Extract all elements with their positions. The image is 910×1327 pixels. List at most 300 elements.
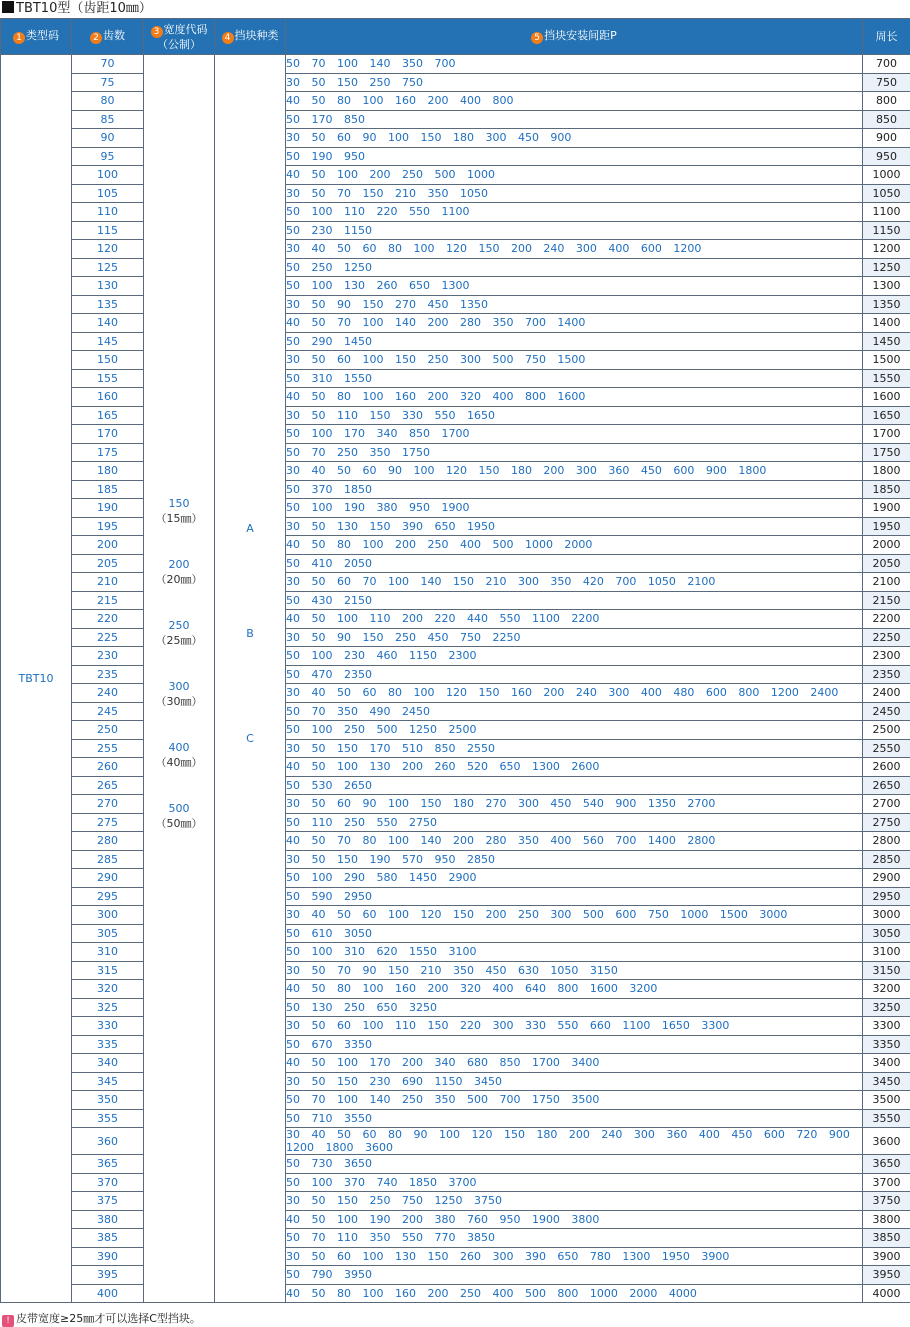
- pitch-cell: 50 610 3050: [286, 924, 863, 943]
- table-title: [2, 0, 152, 17]
- teeth-cell: 205: [72, 554, 144, 573]
- pitch-cell: 50 790 3950: [286, 1266, 863, 1285]
- teeth-cell: 355: [72, 1109, 144, 1128]
- table-row: [1, 499, 910, 518]
- perimeter-cell: 2450: [863, 702, 910, 721]
- teeth-cell: 330: [72, 1017, 144, 1036]
- table-row: [1, 147, 910, 166]
- table-row: [1, 314, 910, 333]
- pitch-cell: 50 100 190 380 950 1900: [286, 499, 863, 518]
- teeth-cell: 135: [72, 295, 144, 314]
- table-row: [1, 924, 910, 943]
- pitch-cell: 50 710 3550: [286, 1109, 863, 1128]
- table-row: [1, 166, 910, 185]
- pitch-cell: 30 50 70 90 150 210 350 450 630 1050 3150: [286, 961, 863, 980]
- perimeter-cell: 2350: [863, 665, 910, 684]
- teeth-cell: 385: [72, 1229, 144, 1248]
- table-row: [1, 1128, 910, 1155]
- perimeter-cell: 2100: [863, 573, 910, 592]
- table-row: [1, 610, 910, 629]
- pitch-cell: 30 50 60 100 150 250 300 500 750 1500: [286, 351, 863, 370]
- pitch-cell: 40 50 100 200 250 500 1000: [286, 166, 863, 185]
- perimeter-cell: 3700: [863, 1173, 910, 1192]
- pitch-cell: 30 50 150 250 750 1250 3750: [286, 1192, 863, 1211]
- teeth-cell: 95: [72, 147, 144, 166]
- perimeter-cell: 3100: [863, 943, 910, 962]
- perimeter-cell: 3250: [863, 998, 910, 1017]
- table-row: [1, 1017, 910, 1036]
- pitch-cell: 30 40 50 60 100 120 150 200 250 300 500 600 750 1000 1500 3000: [286, 906, 863, 925]
- perimeter-cell: 3200: [863, 980, 910, 999]
- table-row: [1, 425, 910, 444]
- pitch-cell: 50 250 1250: [286, 258, 863, 277]
- pitch-cell: 30 50 60 100 130 150 260 300 390 650 780 1300 1950 3900: [286, 1247, 863, 1266]
- pitch-cell: 50 110 250 550 2750: [286, 813, 863, 832]
- title-text: TBT10型（齿距10㎜）: [16, 1, 152, 16]
- table-row: [1, 943, 910, 962]
- width-code: [144, 496, 214, 557]
- width-code-value: 250: [168, 618, 190, 632]
- table-row: [1, 1091, 910, 1110]
- teeth-cell: 285: [72, 850, 144, 869]
- perimeter-cell: 3150: [863, 961, 910, 980]
- teeth-cell: 250: [72, 721, 144, 740]
- teeth-cell: 120: [72, 240, 144, 259]
- table-row: [1, 776, 910, 795]
- perimeter-cell: 2400: [863, 684, 910, 703]
- teeth-cell: 90: [72, 129, 144, 148]
- header-type-label: 类型码: [26, 29, 59, 42]
- table-row: [1, 1192, 910, 1211]
- table-row: [1, 721, 910, 740]
- pitch-cell: 30 40 50 60 90 100 120 150 180 200 300 360 450 600 900 1800: [286, 462, 863, 481]
- pitch-cell: 30 50 150 230 690 1150 3450: [286, 1072, 863, 1091]
- teeth-cell: 150: [72, 351, 144, 370]
- pitch-cell: 40 50 80 100 160 200 320 400 640 800 1600 3200: [286, 980, 863, 999]
- table-row: [1, 1266, 910, 1285]
- teeth-cell: 275: [72, 813, 144, 832]
- perimeter-cell: 1400: [863, 314, 910, 333]
- header-teeth: [72, 19, 144, 55]
- teeth-cell: 380: [72, 1210, 144, 1229]
- pitch-cell: 50 100 230 460 1150 2300: [286, 647, 863, 666]
- pitch-cell: 30 50 150 190 570 950 2850: [286, 850, 863, 869]
- perimeter-cell: 3950: [863, 1266, 910, 1285]
- teeth-cell: 110: [72, 203, 144, 222]
- teeth-cell: 195: [72, 517, 144, 536]
- perimeter-cell: 3000: [863, 906, 910, 925]
- table-row: [1, 980, 910, 999]
- pitch-cell: 40 50 70 100 140 200 280 350 700 1400: [286, 314, 863, 333]
- teeth-cell: 190: [72, 499, 144, 518]
- teeth-cell: 280: [72, 832, 144, 851]
- perimeter-cell: 3050: [863, 924, 910, 943]
- table-row: [1, 462, 910, 481]
- teeth-cell: 315: [72, 961, 144, 980]
- step-4-icon: 4: [222, 32, 234, 44]
- teeth-cell: 335: [72, 1035, 144, 1054]
- perimeter-cell: 2800: [863, 832, 910, 851]
- perimeter-cell: 1800: [863, 462, 910, 481]
- table-row: [1, 1247, 910, 1266]
- pitch-cell: 40 50 80 100 160 200 320 400 800 1600: [286, 388, 863, 407]
- width-code-mm: （20㎜）: [155, 572, 203, 586]
- perimeter-cell: 750: [863, 73, 910, 92]
- step-2-icon: 2: [90, 32, 102, 44]
- width-code-value: 400: [168, 740, 190, 754]
- teeth-cell: 290: [72, 869, 144, 888]
- teeth-cell: 115: [72, 221, 144, 240]
- pitch-cell: 40 50 100 190 200 380 760 950 1900 3800: [286, 1210, 863, 1229]
- pitch-cell: 30 50 90 150 250 450 750 2250: [286, 628, 863, 647]
- teeth-cell: 255: [72, 739, 144, 758]
- table-row: [1, 813, 910, 832]
- pitch-cell: 50 170 850: [286, 110, 863, 129]
- table-row: [1, 554, 910, 573]
- perimeter-cell: 1200: [863, 240, 910, 259]
- block-type: A: [246, 522, 254, 535]
- teeth-cell: 235: [72, 665, 144, 684]
- step-1-icon: 1: [13, 32, 25, 44]
- table-row: [1, 1035, 910, 1054]
- teeth-cell: 210: [72, 573, 144, 592]
- table-row: [1, 573, 910, 592]
- pitch-cell: 50 670 3350: [286, 1035, 863, 1054]
- pitch-cell: 50 530 2650: [286, 776, 863, 795]
- width-code: [144, 679, 214, 740]
- perimeter-cell: 1300: [863, 277, 910, 296]
- table-row: [1, 184, 910, 203]
- perimeter-cell: 2750: [863, 813, 910, 832]
- table-row: [1, 332, 910, 351]
- perimeter-cell: 2650: [863, 776, 910, 795]
- teeth-cell: 370: [72, 1173, 144, 1192]
- perimeter-cell: 2000: [863, 536, 910, 555]
- table-row: [1, 351, 910, 370]
- table-row: [1, 536, 910, 555]
- pitch-cell: 50 430 2150: [286, 591, 863, 610]
- width-code: [144, 557, 214, 618]
- pitch-cell: 30 40 50 60 80 100 120 150 160 200 240 300 400 480 600 800 1200 2400: [286, 684, 863, 703]
- perimeter-cell: 3550: [863, 1109, 910, 1128]
- table-row: [1, 443, 910, 462]
- perimeter-cell: 700: [863, 55, 910, 74]
- pitch-cell: 30 50 60 90 100 150 180 270 300 450 540 900 1350 2700: [286, 795, 863, 814]
- pitch-cell: 30 50 90 150 270 450 1350: [286, 295, 863, 314]
- teeth-cell: 220: [72, 610, 144, 629]
- perimeter-cell: 3850: [863, 1229, 910, 1248]
- teeth-cell: 245: [72, 702, 144, 721]
- table-row: [1, 406, 910, 425]
- pitch-cell: 30 50 60 90 100 150 180 300 450 900: [286, 129, 863, 148]
- table-row: [1, 480, 910, 499]
- perimeter-cell: 2700: [863, 795, 910, 814]
- table-row: [1, 55, 910, 74]
- perimeter-cell: 1150: [863, 221, 910, 240]
- teeth-cell: 160: [72, 388, 144, 407]
- block-type: C: [246, 732, 254, 745]
- header-type: [1, 19, 72, 55]
- pitch-cell: 50 470 2350: [286, 665, 863, 684]
- perimeter-cell: 2050: [863, 554, 910, 573]
- teeth-cell: 170: [72, 425, 144, 444]
- perimeter-cell: 1550: [863, 369, 910, 388]
- perimeter-cell: 2950: [863, 887, 910, 906]
- width-code-value: 500: [168, 801, 190, 815]
- width-code: [144, 740, 214, 801]
- perimeter-cell: 3400: [863, 1054, 910, 1073]
- perimeter-cell: 1900: [863, 499, 910, 518]
- teeth-cell: 320: [72, 980, 144, 999]
- teeth-cell: 340: [72, 1054, 144, 1073]
- table-row: [1, 758, 910, 777]
- teeth-cell: 70: [72, 55, 144, 74]
- pitch-cell: 30 50 70 150 210 350 1050: [286, 184, 863, 203]
- teeth-cell: 390: [72, 1247, 144, 1266]
- teeth-cell: 400: [72, 1284, 144, 1303]
- teeth-cell: 230: [72, 647, 144, 666]
- pitch-cell: 50 100 370 740 1850 3700: [286, 1173, 863, 1192]
- teeth-cell: 80: [72, 92, 144, 111]
- table-row: [1, 850, 910, 869]
- pitch-cell: 50 70 100 140 250 350 500 700 1750 3500: [286, 1091, 863, 1110]
- header-pitch-label: 挡块安装间距P: [544, 29, 617, 42]
- perimeter-cell: 3300: [863, 1017, 910, 1036]
- perimeter-cell: 1500: [863, 351, 910, 370]
- perimeter-cell: 2200: [863, 610, 910, 629]
- table-body: [1, 55, 910, 1303]
- perimeter-cell: 1050: [863, 184, 910, 203]
- table-row: [1, 388, 910, 407]
- pitch-cell: 50 410 2050: [286, 554, 863, 573]
- teeth-cell: 105: [72, 184, 144, 203]
- perimeter-cell: 4000: [863, 1284, 910, 1303]
- table-row: [1, 647, 910, 666]
- footnote-text: 皮带宽度≥25㎜才可以选择C型挡块。: [16, 1312, 201, 1325]
- header-pitch: [286, 19, 863, 55]
- teeth-cell: 125: [72, 258, 144, 277]
- perimeter-cell: 2850: [863, 850, 910, 869]
- perimeter-cell: 950: [863, 147, 910, 166]
- table-header-row: [1, 19, 910, 55]
- teeth-cell: 175: [72, 443, 144, 462]
- teeth-cell: 395: [72, 1266, 144, 1285]
- teeth-cell: 295: [72, 887, 144, 906]
- perimeter-cell: 1000: [863, 166, 910, 185]
- perimeter-cell: 1350: [863, 295, 910, 314]
- width-code-mm: （25㎜）: [155, 633, 203, 647]
- table-row: [1, 110, 910, 129]
- teeth-cell: 300: [72, 906, 144, 925]
- table-row: [1, 961, 910, 980]
- pitch-cell: 40 50 80 100 200 250 400 500 1000 2000: [286, 536, 863, 555]
- pitch-cell: 50 370 1850: [286, 480, 863, 499]
- teeth-cell: 85: [72, 110, 144, 129]
- perimeter-cell: 2250: [863, 628, 910, 647]
- header-width-label: 宽度代码（公制）: [157, 22, 208, 51]
- table-row: [1, 1054, 910, 1073]
- table-row: [1, 295, 910, 314]
- table-row: [1, 258, 910, 277]
- table-row: [1, 221, 910, 240]
- pitch-cell: 40 50 70 80 100 140 200 280 350 400 560 700 1400 2800: [286, 832, 863, 851]
- width-code-mm: （40㎜）: [155, 755, 203, 769]
- table-row: [1, 1072, 910, 1091]
- step-3-icon: 3: [151, 26, 163, 38]
- pitch-cell: 50 190 950: [286, 147, 863, 166]
- teeth-cell: 145: [72, 332, 144, 351]
- header-block: [215, 19, 286, 55]
- perimeter-cell: 2600: [863, 758, 910, 777]
- pitch-cell: 40 50 80 100 160 200 400 800: [286, 92, 863, 111]
- footnote: [2, 1311, 201, 1327]
- pitch-cell: 50 590 2950: [286, 887, 863, 906]
- table-row: [1, 739, 910, 758]
- table-row: [1, 887, 910, 906]
- table-row: [1, 832, 910, 851]
- teeth-cell: 365: [72, 1155, 144, 1174]
- table-row: [1, 906, 910, 925]
- pitch-cell: 50 730 3650: [286, 1155, 863, 1174]
- block-type: B: [246, 627, 254, 640]
- pitch-cell: 40 50 100 130 200 260 520 650 1300 2600: [286, 758, 863, 777]
- width-code: [144, 618, 214, 679]
- table-row: [1, 203, 910, 222]
- teeth-cell: 270: [72, 795, 144, 814]
- pitch-cell: 50 70 250 350 1750: [286, 443, 863, 462]
- teeth-cell: 100: [72, 166, 144, 185]
- perimeter-cell: 3350: [863, 1035, 910, 1054]
- pitch-cell: 40 50 80 100 160 200 250 400 500 800 1000 2000 4000: [286, 1284, 863, 1303]
- teeth-cell: 305: [72, 924, 144, 943]
- table-row: [1, 129, 910, 148]
- table-row: [1, 998, 910, 1017]
- perimeter-cell: 3450: [863, 1072, 910, 1091]
- perimeter-cell: 1100: [863, 203, 910, 222]
- pitch-cell: 30 50 150 170 510 850 2550: [286, 739, 863, 758]
- perimeter-cell: 3750: [863, 1192, 910, 1211]
- pitch-cell: 30 40 50 60 80 90 100 120 150 180 200 240 300 360 400 450 600 720 900 1200 1800 3600: [286, 1128, 863, 1155]
- header-teeth-label: 齿数: [103, 29, 125, 42]
- pitch-cell: 50 100 310 620 1550 3100: [286, 943, 863, 962]
- perimeter-cell: 1750: [863, 443, 910, 462]
- square-bullet-icon: [2, 1, 14, 13]
- pitch-cell: 30 50 110 150 330 550 1650: [286, 406, 863, 425]
- pitch-cell: 30 50 60 100 110 150 220 300 330 550 660 1100 1650 3300: [286, 1017, 863, 1036]
- pitch-cell: 50 70 110 350 550 770 3850: [286, 1229, 863, 1248]
- perimeter-cell: 2550: [863, 739, 910, 758]
- width-code-value: 300: [168, 679, 190, 693]
- table-row: [1, 1210, 910, 1229]
- teeth-cell: 215: [72, 591, 144, 610]
- teeth-cell: 200: [72, 536, 144, 555]
- header-perimeter: 周长: [863, 19, 910, 55]
- table-row: [1, 665, 910, 684]
- pitch-cell: 50 100 130 260 650 1300: [286, 277, 863, 296]
- teeth-cell: 325: [72, 998, 144, 1017]
- step-5-icon: 5: [531, 32, 543, 44]
- perimeter-cell: 1250: [863, 258, 910, 277]
- pitch-cell: 50 100 110 220 550 1100: [286, 203, 863, 222]
- table-row: [1, 277, 910, 296]
- spec-table: [0, 18, 910, 1303]
- perimeter-cell: 2150: [863, 591, 910, 610]
- pitch-cell: 50 100 250 500 1250 2500: [286, 721, 863, 740]
- pitch-cell: 30 50 150 250 750: [286, 73, 863, 92]
- perimeter-cell: 900: [863, 129, 910, 148]
- type-code-cell: TBT10: [1, 55, 72, 1303]
- pitch-cell: 40 50 100 170 200 340 680 850 1700 3400: [286, 1054, 863, 1073]
- table-row: [1, 1155, 910, 1174]
- teeth-cell: 345: [72, 1072, 144, 1091]
- teeth-cell: 240: [72, 684, 144, 703]
- table-row: [1, 92, 910, 111]
- width-code-cell: [144, 55, 215, 1303]
- perimeter-cell: 1950: [863, 517, 910, 536]
- table-row: [1, 795, 910, 814]
- teeth-cell: 360: [72, 1128, 144, 1155]
- note-icon: !: [2, 1315, 14, 1327]
- pitch-cell: 50 230 1150: [286, 221, 863, 240]
- perimeter-cell: 3800: [863, 1210, 910, 1229]
- table-row: [1, 591, 910, 610]
- teeth-cell: 350: [72, 1091, 144, 1110]
- teeth-cell: 180: [72, 462, 144, 481]
- width-code-value: 150: [168, 496, 190, 510]
- table-row: [1, 1229, 910, 1248]
- width-code-mm: （50㎜）: [155, 816, 203, 830]
- pitch-cell: 30 40 50 60 80 100 120 150 200 240 300 400 600 1200: [286, 240, 863, 259]
- perimeter-cell: 800: [863, 92, 910, 111]
- table-row: [1, 869, 910, 888]
- pitch-cell: 50 290 1450: [286, 332, 863, 351]
- width-code: [144, 801, 214, 862]
- pitch-cell: 50 100 170 340 850 1700: [286, 425, 863, 444]
- perimeter-cell: 3900: [863, 1247, 910, 1266]
- header-width: [144, 19, 215, 55]
- teeth-cell: 260: [72, 758, 144, 777]
- perimeter-cell: 850: [863, 110, 910, 129]
- table-row: [1, 240, 910, 259]
- teeth-cell: 225: [72, 628, 144, 647]
- teeth-cell: 375: [72, 1192, 144, 1211]
- pitch-cell: 50 310 1550: [286, 369, 863, 388]
- pitch-cell: 50 70 100 140 350 700: [286, 55, 863, 74]
- pitch-cell: 30 50 130 150 390 650 1950: [286, 517, 863, 536]
- table-row: [1, 369, 910, 388]
- perimeter-cell: 2900: [863, 869, 910, 888]
- teeth-cell: 140: [72, 314, 144, 333]
- width-code-mm: （15㎜）: [155, 511, 203, 525]
- pitch-cell: 30 50 60 70 100 140 150 210 300 350 420 700 1050 2100: [286, 573, 863, 592]
- teeth-cell: 75: [72, 73, 144, 92]
- width-code-mm: （30㎜）: [155, 694, 203, 708]
- table-row: [1, 73, 910, 92]
- table-row: [1, 702, 910, 721]
- table-row: [1, 684, 910, 703]
- teeth-cell: 310: [72, 943, 144, 962]
- teeth-cell: 130: [72, 277, 144, 296]
- block-type-cell: [215, 55, 286, 1303]
- pitch-cell: 50 130 250 650 3250: [286, 998, 863, 1017]
- table-row: [1, 1109, 910, 1128]
- perimeter-cell: 1600: [863, 388, 910, 407]
- table-row: [1, 1284, 910, 1303]
- pitch-cell: 50 70 350 490 2450: [286, 702, 863, 721]
- pitch-cell: 40 50 100 110 200 220 440 550 1100 2200: [286, 610, 863, 629]
- width-code-value: 200: [168, 557, 190, 571]
- pitch-cell: 50 100 290 580 1450 2900: [286, 869, 863, 888]
